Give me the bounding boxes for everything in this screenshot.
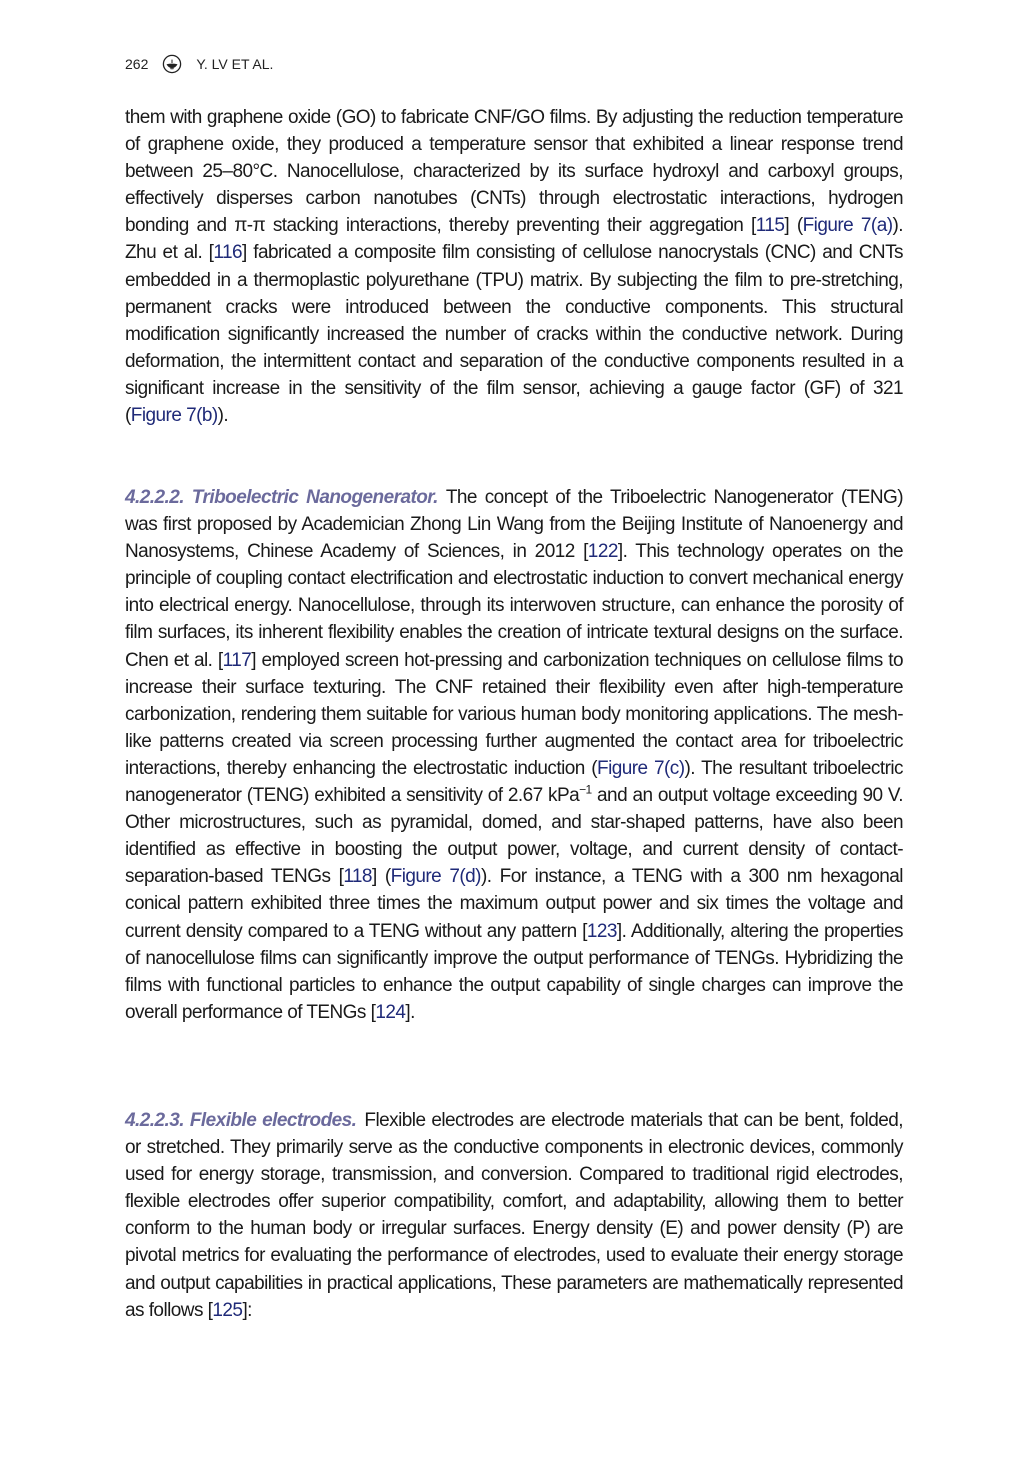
citation-link-125[interactable]: 125 <box>212 1299 243 1321</box>
section-triboelectric-nanogenerator <box>125 484 903 1026</box>
page-number: 262 <box>125 56 149 72</box>
text-run: Flexible electrodes are electrode materials that can be bent, folded, or stretched. They primarily serve as the conductive components in electronic devices, commonly used for energy storage, transmission, and conversion. Compared to traditional rigid electrodes, flexible electrodes offer superior compatibility, comfort, and adaptability, allowing them to better conform to the human body or irregular surfaces. Energy density (E) and power density (P) are pivotal metrics for evaluating the performance of electrodes, used to evaluate their energy storage and output capabilities in practical applications, These parameters are mathematically represented as follows [ <box>125 1110 903 1321</box>
text-run: ]: <box>242 1299 252 1321</box>
text-run: ]. <box>405 1001 415 1023</box>
section-flexible-electrodes <box>125 1107 903 1324</box>
journal-lamp-icon <box>162 54 182 74</box>
paragraph <box>125 104 903 429</box>
text-run: ]. This technology operates on the principle of coupling contact electrification and electrostatic induction to convert mechanical energy into electrical energy. Nanocellulose, through its interwoven structure, can enhance the porosity of film surfaces, its inherent flexibility enables the creation of intricate textural designs on the surface. Chen et al. [ <box>125 541 903 671</box>
figure-link-7b[interactable]: Figure 7(b) <box>130 405 218 427</box>
superscript: −1 <box>579 782 592 797</box>
text-run: ]. Additionally, altering the properties of nanocellulose films can significantly improve the output performance of TENGs. Hybridizing the films with functional particles to enhance the output capability of single charges can improve the overall performance of TENGs [ <box>125 920 903 1023</box>
running-head <box>125 52 273 76</box>
citation-link-123[interactable]: 123 <box>586 920 617 942</box>
text-run: The concept of the Triboelectric Nanogenerator (TENG) was first proposed by Academician Zhong Lin Wang from the Beijing Institute of Nanoenergy and Nanosystems, Chinese Academy of Sciences, in 2012 [ <box>125 487 903 563</box>
text-run: ). Zhu et al. [ <box>125 215 903 264</box>
text-run: ). For instance, a TENG with a 300 nm hexagonal conical pattern exhibited three times the maximum output power and six times the voltage and current density compared to a TENG without any pattern [ <box>125 866 903 942</box>
text-run: them with graphene oxide (GO) to fabricate CNF/GO films. By adjusting the reduction temperature of graphene oxide, they produced a temperature sensor that exhibited a linear response trend between 25–80°C. Nanocellulose, characterized by its surface hydroxyl and carboxyl groups, effectively disperses carbon nanotubes (CNTs) through electrostatic interactions, hydrogen bonding and π-π stacking interactions, thereby preventing their aggregation [ <box>125 107 903 237</box>
citation-link-117[interactable]: 117 <box>222 649 252 671</box>
text-run: ). <box>217 405 229 427</box>
text-run: ] ( <box>784 215 803 237</box>
text-run: ] ( <box>371 866 391 888</box>
citation-link-118[interactable]: 118 <box>343 866 372 888</box>
text-run: ). The resultant triboelectric nanogenerator (TENG) exhibited a sensitivity of 2.67 kPa <box>125 757 903 807</box>
citation-link-122[interactable]: 122 <box>587 541 618 563</box>
running-head-authors: Y. LV ET AL. <box>196 56 274 72</box>
text-run: ] employed screen hot-pressing and carbonization techniques on cellulose films to increase their surface texturing. The CNF retained their flexibility even after high-temperature carbonization, rendering them suitable for various human body monitoring applications. The mesh-like patterns created via screen processing further augmented the contact area for triboelectric interactions, thereby enhancing the electrostatic induction ( <box>125 649 903 779</box>
citation-link-115[interactable]: 115 <box>755 215 785 237</box>
citation-link-124[interactable]: 124 <box>375 1001 406 1023</box>
section-heading: 4.2.2.3. Flexible electrodes. <box>125 1110 357 1131</box>
text-run: and an output voltage exceeding 90 V. Other microstructures, such as pyramidal, domed, and star-shaped patterns, have also been identified as effective in boosting the output power, voltage, and current density of contact-separation-based TENGs [ <box>125 785 903 888</box>
section-heading: 4.2.2.2. Triboelectric Nanogenerator. <box>125 487 438 508</box>
figure-link-7c[interactable]: Figure 7(c) <box>597 757 685 779</box>
text-run: ] fabricated a composite film consisting of cellulose nanocrystals (CNC) and CNTs embedded in a thermoplastic polyurethane (TPU) matrix. By subjecting the film to pre-stretching, permanent cracks were introduced between the conductive components. This structural modification significantly increased the number of cracks within the conductive network. During deformation, the intermittent contact and separation of the conductive components resulted in a significant increase in the sensitivity of the film sensor, achieving a gauge factor (GF) of 321 ( <box>125 242 903 427</box>
paragraph <box>125 484 903 1026</box>
figure-link-7a[interactable]: Figure 7(a) <box>802 215 893 237</box>
paragraph-continuation <box>125 104 903 429</box>
paragraph <box>125 1107 903 1324</box>
figure-link-7d[interactable]: Figure 7(d) <box>390 866 481 888</box>
citation-link-116[interactable]: 116 <box>213 242 243 264</box>
